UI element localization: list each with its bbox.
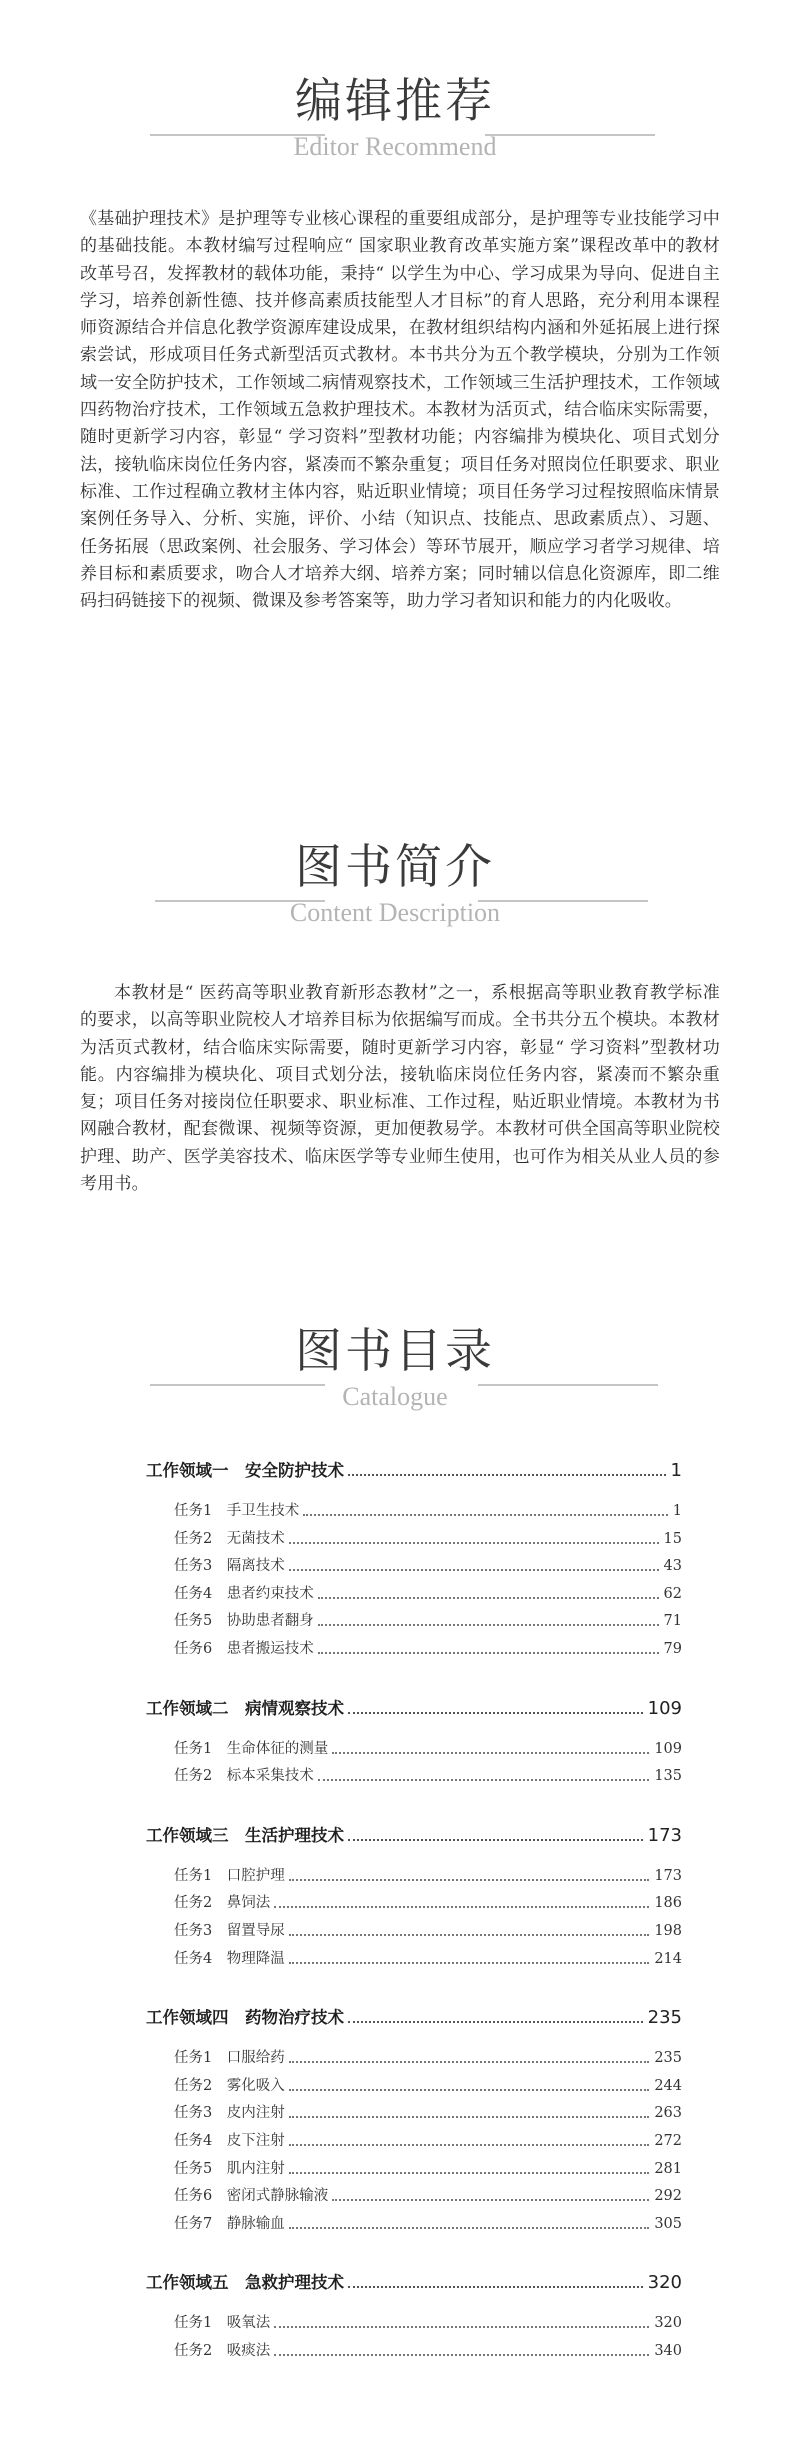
toc-task-row: [0, 1894, 790, 1914]
section-title: 编辑推荐: [295, 74, 495, 129]
toc-chapter-row: [0, 1825, 790, 1849]
toc-task-row: [0, 1867, 790, 1887]
toc-task-row: [0, 2342, 790, 2362]
toc-leader-dots: [348, 2286, 643, 2288]
toc-task-row: [0, 1502, 790, 1522]
toc-task-title: 任务1 手卫生技术: [174, 1503, 300, 1519]
toc-leader-dots: [289, 2116, 649, 2118]
toc-task-page: 272: [654, 2133, 682, 2149]
toc-task-page: 71: [663, 1613, 682, 1630]
toc-leader-dots: [289, 2144, 649, 2146]
toc-task-page: 235: [654, 2050, 682, 2067]
section-subtitle: Editor Recommend: [293, 132, 497, 161]
toc-task-title: 任务3 皮内注射: [174, 2105, 285, 2122]
editor-recommend-text: 《基础护理技术》是护理等专业核心课程的重要组成部分，是护理等专业技能学习中的基础技能。本教材编写过程响应“ 国家职业教育改革实施方案”课程改革中的教材改革号召，发挥教材的载体功能，秉持“ 以学生为中心、学习成果为导向、促进自主学习，培养创新性德、技并修高素质技能型人才目标”的育人思路，充分利用本课程师资源结合并信息化教学资源库建设成果，在教材组织结构内涵和外延拓展上进行探索尝试，形成项目任务式新型活页式教材。本书共分为五个教学模块，分别为工作领域一安全防护技术，工作领域二病情观察技术，工作领域三生活护理技术，工作领域四药物治疗技术，工作领域五急救护理技术。本教材为活页式，结合临床实际需要，随时更新学习内容，彰显“ 学习资料”型教材功能；内容编排为模块化、项目式划分法，接轨临床岗位任务内容，紧凑而不繁杂重复；项目任务对照岗位任职要求、职业标准、工作过程确立教材主体内容，贴近职业情境；项目任务学习过程按照临床情景案例任务导入、分析、实施，评价、小结（知识点、技能点、思政素质点）、习题、任务拓展（思政案例、社会服务、学习体会）等环节展开，顺应学习者学习规律、培养目标和素质要求，吻合人才培养大纲、培养方案；同时辅以信息化资源库，即二维码扫码链接下的视频、微课及参考答案等，助力学习者知识和能力的内化吸收。: [80, 209, 720, 612]
toc-leader-dots: [332, 1752, 649, 1754]
toc-task-row: [0, 2187, 790, 2207]
toc-leader-dots: [348, 2021, 643, 2023]
toc-task-title: 任务4 物理降温: [174, 1950, 285, 1967]
section-subtitle: Content Description: [289, 898, 501, 927]
toc-chapter-row: [0, 2272, 790, 2296]
toc-task-page: 43: [663, 1558, 682, 1575]
toc-leader-dots: [289, 2227, 649, 2229]
toc-chapter-page: 235: [647, 2007, 682, 2029]
toc-leader-dots: [289, 1879, 649, 1881]
toc-task-title: 任务6 患者搬运技术: [174, 1641, 314, 1657]
toc-leader-dots: [289, 1542, 659, 1544]
toc-task-page: 340: [654, 2343, 682, 2359]
toc-leader-dots: [274, 2326, 649, 2328]
toc-task-title: 任务6 密闭式静脉输液: [174, 2188, 329, 2205]
toc-chapter-title: 工作领域五 急救护理技术: [146, 2273, 344, 2293]
toc-task-title: 任务2 无菌技术: [174, 1530, 285, 1547]
toc-task-title: 任务1 生命体征的测量: [174, 1740, 329, 1757]
toc-task-page: 305: [654, 2215, 682, 2232]
toc-chapter-title: 工作领域三 生活护理技术: [146, 1825, 344, 1845]
toc-chapter-title: 工作领域四 药物治疗技术: [146, 2008, 344, 2028]
section-title: 图书目录: [295, 1324, 495, 1379]
toc-leader-dots: [318, 1597, 659, 1599]
toc-leader-dots: [289, 1934, 649, 1936]
toc-task-page: 135: [654, 1768, 682, 1785]
toc-leader-dots: [318, 1779, 649, 1781]
editor-recommend-header: [0, 72, 790, 182]
toc-task-page: 186: [654, 1895, 682, 1912]
toc-task-title: 任务4 皮下注射: [174, 2133, 285, 2149]
toc-task-title: 任务1 口腔护理: [174, 1867, 285, 1884]
toc-task-title: 任务2 吸痰法: [174, 2343, 271, 2359]
toc-leader-dots: [348, 1474, 666, 1476]
toc-task-row: [0, 1640, 790, 1660]
toc-leader-dots: [289, 1569, 659, 1571]
toc-task-row: [0, 1530, 790, 1550]
toc-task-title: 任务2 标本采集技术: [174, 1768, 314, 1785]
toc-task-row: [0, 1612, 790, 1632]
content-description-header: [0, 838, 790, 948]
toc-chapter-row: [0, 1698, 790, 1722]
toc-task-row: [0, 2132, 790, 2152]
toc-task-title: 任务5 肌内注射: [174, 2160, 285, 2177]
toc-task-row: [0, 2160, 790, 2180]
toc-leader-dots: [289, 1962, 649, 1964]
toc-task-row: [0, 1740, 790, 1760]
toc-task-row: [0, 2215, 790, 2235]
toc-task-page: 79: [663, 1641, 682, 1657]
toc-task-row: [0, 1557, 790, 1577]
toc-chapter-row: [0, 2007, 790, 2031]
toc-task-page: 263: [654, 2105, 682, 2122]
toc-leader-dots: [303, 1514, 668, 1516]
toc-leader-dots: [274, 1906, 649, 1908]
toc-task-page: 15: [663, 1530, 682, 1547]
toc-task-row: [0, 1922, 790, 1942]
toc-leader-dots: [318, 1652, 659, 1654]
toc-leader-dots: [348, 1712, 643, 1714]
toc-task-title: 任务3 隔离技术: [174, 1558, 285, 1575]
toc-leader-dots: [318, 1624, 659, 1626]
toc-task-page: 173: [654, 1867, 682, 1884]
toc-task-page: 1: [672, 1503, 682, 1519]
toc-task-page: 214: [654, 1950, 682, 1967]
toc-chapter-page: 1: [670, 1460, 682, 1481]
toc-chapter-page: 320: [647, 2272, 682, 2294]
toc-task-row: [0, 1585, 790, 1605]
toc-leader-dots: [348, 1839, 643, 1841]
toc-task-row: [0, 2104, 790, 2124]
toc-task-row: [0, 1950, 790, 1970]
section-subtitle: Catalogue: [342, 1382, 448, 1411]
toc-task-page: 320: [654, 2315, 682, 2332]
toc-task-row: [0, 2314, 790, 2334]
toc-chapter-title: 工作领域二 病情观察技术: [146, 1698, 344, 1718]
toc-task-page: 198: [654, 1923, 682, 1939]
toc-chapter-page: 173: [647, 1824, 682, 1846]
section-title: 图书简介: [295, 840, 495, 895]
toc-task-page: 292: [654, 2188, 682, 2205]
toc-task-title: 任务7 静脉输血: [174, 2215, 285, 2232]
toc-task-row: [0, 1767, 790, 1787]
toc-task-page: 62: [663, 1585, 682, 1602]
toc-leader-dots: [289, 2089, 649, 2091]
toc-task-page: 109: [654, 1740, 682, 1757]
toc-leader-dots: [289, 2061, 649, 2063]
toc-leader-dots: [332, 2199, 649, 2201]
toc-task-page: 281: [654, 2160, 682, 2177]
toc-task-title: 任务5 协助患者翻身: [174, 1613, 314, 1630]
toc-chapter-page: 109: [647, 1697, 682, 1719]
toc-task-title: 任务2 雾化吸入: [174, 2077, 285, 2094]
toc-task-row: [0, 2049, 790, 2069]
toc-leader-dots: [274, 2354, 649, 2356]
toc-task-title: 任务3 留置导尿: [174, 1923, 285, 1939]
toc-task-title: 任务1 口服给药: [174, 2050, 285, 2067]
toc-chapter-row: [0, 1460, 790, 1484]
content-description-text: 本教材是“ 医药高等职业教育新形态教材”之一，系根据高等职业教育教学标准的要求，以高等职业院校人才培养目标为依据编写而成。全书共分五个模块。本教材为活页式教材，结合临床实际需要，随时更新学习内容，彰显“ 学习资料”型教材功能。内容编排为模块化、项目式划分法，接轨临床岗位任务内容，紧凑而不繁杂重复；项目任务对接岗位任职要求、职业标准、工作过程，贴近职业情境。本教材为书网融合教材，配套微课、视频等资源，更加便教易学。本教材可供全国高等职业院校护理、助产、医学美容技术、临床医学等专业师生使用，也可作为相关从业人员的参考用书。: [80, 983, 720, 1195]
toc-task-title: 任务1 吸氧法: [174, 2315, 271, 2332]
toc-task-page: 244: [654, 2077, 682, 2094]
toc-task-title: 任务2 鼻饲法: [174, 1895, 271, 1912]
toc-task-title: 任务4 患者约束技术: [174, 1585, 314, 1602]
catalogue-header: [0, 1322, 790, 1432]
toc-leader-dots: [289, 2172, 649, 2174]
toc-chapter-title: 工作领域一 安全防护技术: [146, 1461, 344, 1480]
toc-task-row: [0, 2077, 790, 2097]
